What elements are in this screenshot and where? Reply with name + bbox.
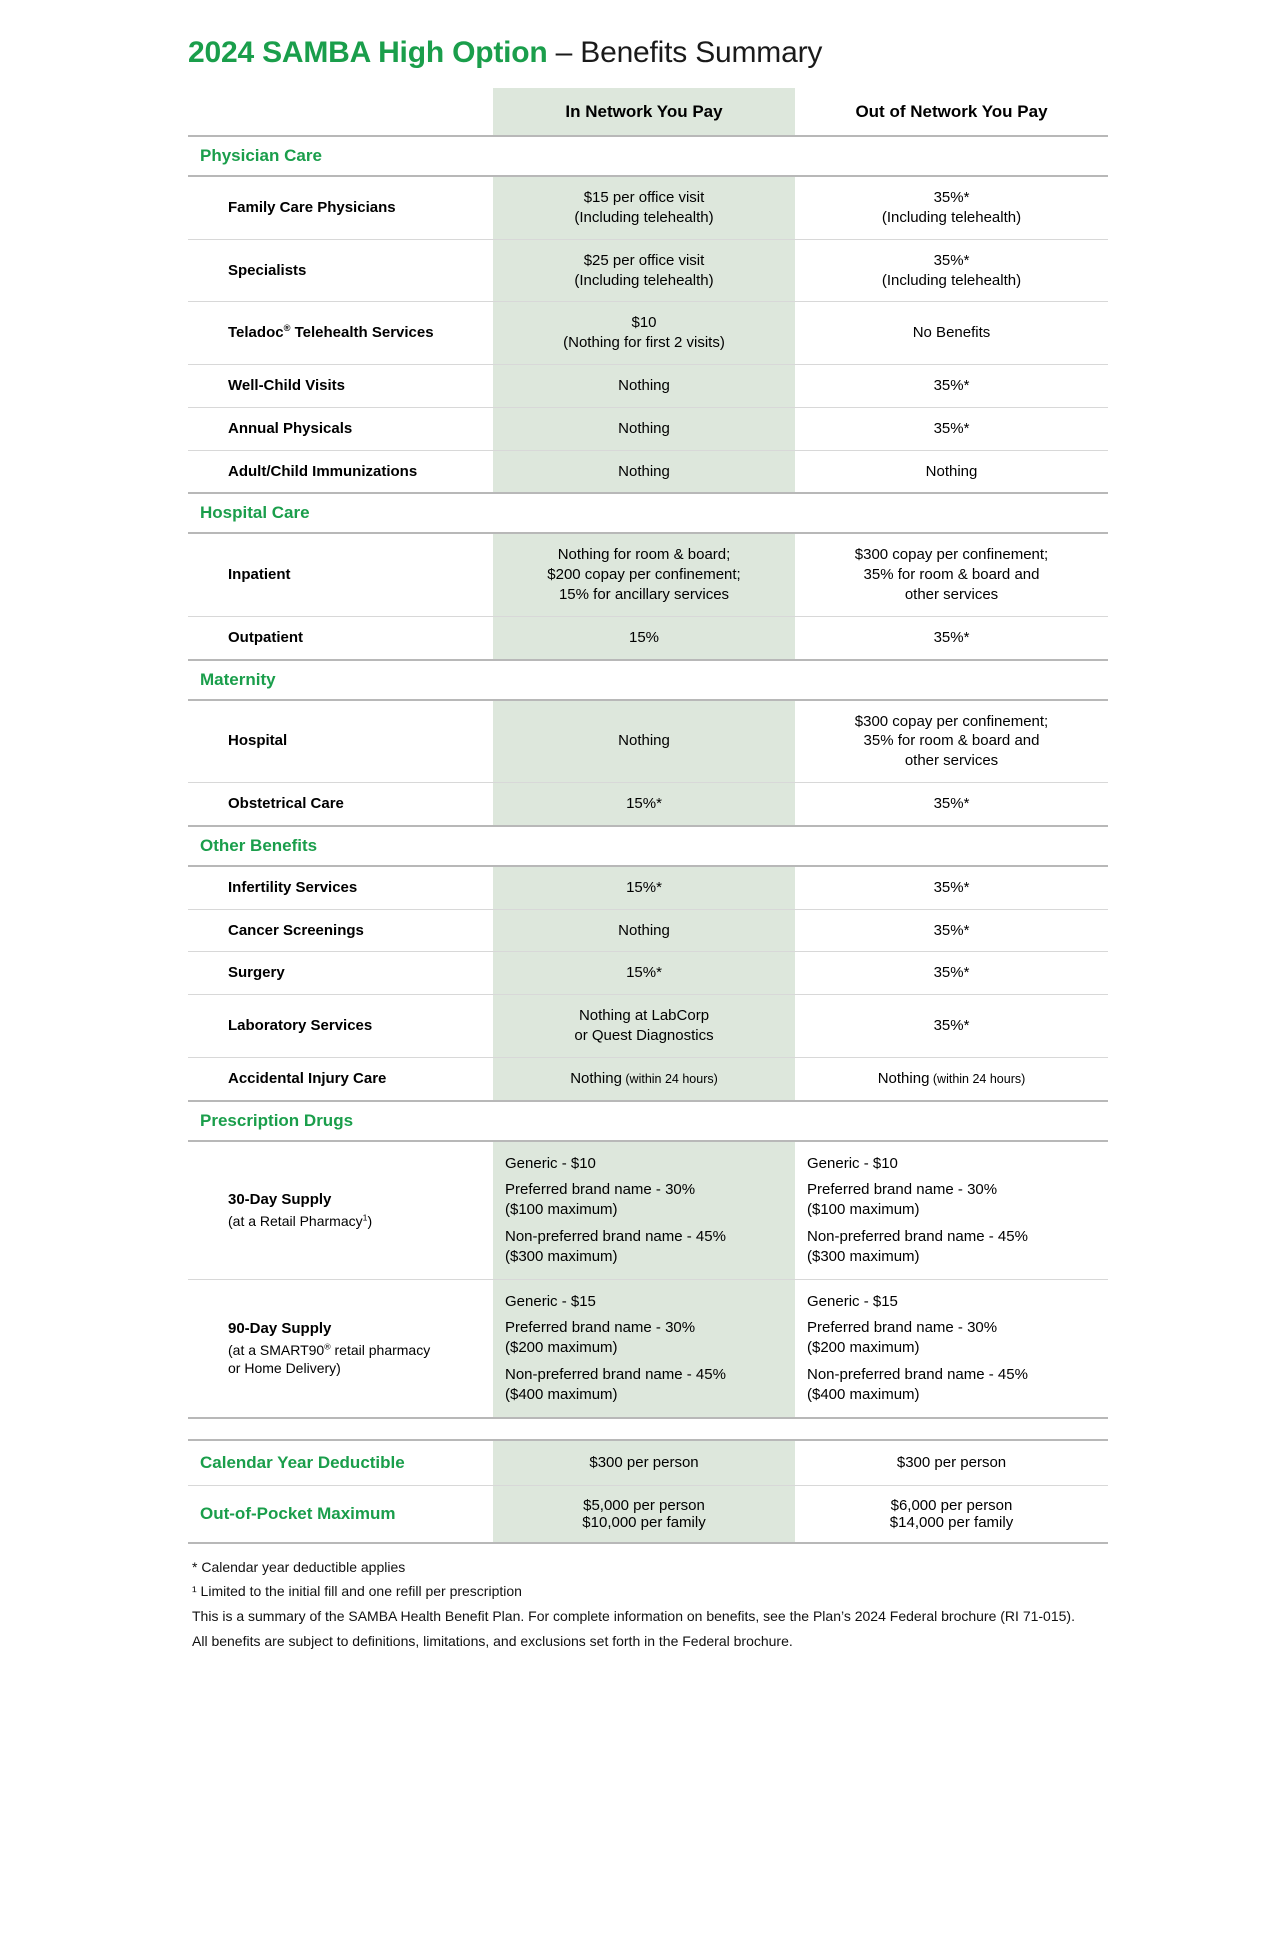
value-line: Preferred brand name - 30% <box>505 1181 696 1199</box>
drug-tier <box>807 1227 1094 1267</box>
value-line: $10,000 per family <box>582 1513 706 1531</box>
drug-tier <box>505 1318 781 1358</box>
value-line: 35%* <box>933 189 970 207</box>
row-value-in-network <box>493 1279 795 1417</box>
value-line: $14,000 per family <box>889 1513 1014 1531</box>
value-line: Nothing <box>618 921 670 939</box>
value-line: $300 copay per confinement; <box>854 712 1049 730</box>
table-row <box>188 533 1108 616</box>
value-line: Nothing <box>925 462 978 480</box>
row-label-text: 90-Day Supply <box>228 1319 332 1337</box>
value-line: Generic - $15 <box>807 1292 898 1310</box>
registered-trademark-icon: ® <box>324 1341 331 1352</box>
row-value-out-network <box>795 239 1108 302</box>
value-line: $300 per person <box>589 1454 699 1472</box>
row-value-out-network <box>795 616 1108 659</box>
table-row <box>188 995 1108 1058</box>
drug-tier <box>505 1365 781 1405</box>
row-value-in-network <box>493 302 795 365</box>
value-line: (Including telehealth) <box>881 271 1022 289</box>
value-line: ($300 maximum) <box>505 1247 618 1265</box>
value-line: $300 copay per confinement; <box>854 546 1049 564</box>
row-value-out-network <box>795 909 1108 952</box>
registered-trademark-icon: ® <box>283 323 291 334</box>
value-line: Nothing <box>618 732 670 750</box>
value-line: Nothing at LabCorp <box>578 1007 710 1025</box>
row-value-in-network <box>493 952 795 995</box>
drug-tier <box>505 1180 781 1220</box>
sublabel-line2: or Home Delivery) <box>228 1359 341 1376</box>
row-value-out-network <box>795 302 1108 365</box>
value-line: Generic - $15 <box>505 1292 596 1310</box>
row-value-in-network <box>493 365 795 408</box>
row-value-in-network <box>493 909 795 952</box>
value-line: 35%* <box>933 878 970 896</box>
value-line: 15%* <box>626 878 662 896</box>
footnote-summary-statement: This is a summary of the SAMBA Health Benefit Plan. For complete information on benefits, see the Plan’s 2024 Federal brochure (RI 71-015). <box>192 1608 1075 1625</box>
header-in-network-line2: You Pay <box>656 102 723 121</box>
value-line: 35% for room & board and <box>863 732 1040 750</box>
value-qualifier: (within 24 hours) <box>929 1071 1026 1086</box>
drug-tier <box>807 1318 1094 1358</box>
drug-tier <box>505 1227 781 1267</box>
page-title-rest: – Benefits Summary <box>547 36 823 69</box>
row-label-text-cont: Telehealth Services <box>290 324 434 342</box>
value-line: (Including telehealth) <box>574 271 714 289</box>
value-line: Preferred brand name - 30% <box>807 1181 998 1199</box>
value-line: 15% for ancillary services <box>558 586 730 604</box>
row-label: Outpatient <box>188 616 493 659</box>
row-value-out-network <box>795 450 1108 493</box>
value-line: 35%* <box>933 921 970 939</box>
row-label-subtext <box>228 1339 485 1377</box>
section-title: Prescription Drugs <box>188 1101 1108 1141</box>
row-label-text: Teladoc <box>228 324 284 342</box>
row-label: Cancer Screenings <box>188 909 493 952</box>
row-value-in-network <box>493 866 795 909</box>
row-value-out-network <box>795 1279 1108 1417</box>
row-value-out-network <box>795 783 1108 826</box>
row-value-in-network <box>493 1485 795 1543</box>
row-value-out-network <box>795 1057 1108 1100</box>
row-value-out-network <box>795 952 1108 995</box>
page-title-brand: 2024 SAMBA High Option <box>188 36 548 69</box>
table-row <box>188 783 1108 826</box>
footnote-asterisk: * Calendar year deductible applies <box>192 1558 406 1575</box>
footnote-marker-icon: 1 <box>362 1212 368 1223</box>
value-line: other services <box>904 586 999 604</box>
value-line: Nothing <box>618 377 670 395</box>
row-label: Out-of-Pocket Maximum <box>188 1485 493 1543</box>
header-blank-cell <box>188 88 493 136</box>
row-value-in-network <box>493 1141 795 1279</box>
footnote-limitations-statement: All benefits are subject to definitions, limitations, and exclusions set forth in the Federal brochure. <box>192 1633 793 1650</box>
header-out-network-line2: You Pay <box>981 102 1048 121</box>
row-label: Laboratory Services <box>188 995 493 1058</box>
row-value-out-network <box>795 533 1108 616</box>
header-in-network <box>493 88 795 136</box>
value-line: 35% for room & board and <box>863 566 1040 584</box>
row-value-out-network <box>795 365 1108 408</box>
value-line: $6,000 per person <box>890 1496 1013 1514</box>
table-row <box>188 909 1108 952</box>
row-label <box>188 1279 493 1417</box>
row-label: Annual Physicals <box>188 407 493 450</box>
sublabel-post: ) <box>367 1212 373 1229</box>
value-line: Nothing <box>618 462 670 480</box>
value-line: Generic - $10 <box>505 1154 596 1172</box>
drug-tier <box>807 1365 1094 1405</box>
row-label <box>188 1141 493 1279</box>
value-line: Preferred brand name - 30% <box>807 1319 998 1337</box>
value-line: 35%* <box>933 628 970 646</box>
row-label-text: 30-Day Supply <box>228 1191 332 1209</box>
drug-tier <box>807 1154 1094 1174</box>
value-line: 35%* <box>933 419 970 437</box>
table-row <box>188 1057 1108 1100</box>
value-line: $25 per office visit <box>583 251 705 269</box>
section-header-prescription-drugs <box>188 1101 1108 1141</box>
value-line: (Nothing for first 2 visits) <box>563 334 725 352</box>
row-value-in-network <box>493 176 795 239</box>
row-value-in-network <box>493 450 795 493</box>
row-label <box>188 302 493 365</box>
row-label: Family Care Physicians <box>188 176 493 239</box>
header-out-network <box>795 88 1108 136</box>
header-out-network-line1: Out of Network <box>855 102 978 121</box>
table-row <box>188 866 1108 909</box>
section-header-hospital-care <box>188 493 1108 533</box>
row-value-out-network <box>795 1485 1108 1543</box>
sublabel-pre: (at a Retail Pharmacy <box>228 1212 363 1229</box>
value-line: ($200 maximum) <box>505 1339 618 1357</box>
header-in-network-line1: In Network <box>565 102 653 121</box>
row-label: Calendar Year Deductible <box>188 1440 493 1486</box>
value-line: ($400 maximum) <box>505 1385 618 1403</box>
value-line: ($300 maximum) <box>807 1247 920 1265</box>
table-row <box>188 700 1108 783</box>
row-value-in-network <box>493 700 795 783</box>
value-line: (Including telehealth) <box>574 209 714 227</box>
section-header-maternity <box>188 660 1108 700</box>
value-line: $300 per person <box>896 1454 1007 1472</box>
footnotes <box>192 1558 1122 1652</box>
value-line: Non-preferred brand name - 45% <box>807 1227 1028 1245</box>
section-title: Physician Care <box>188 136 1108 176</box>
benefits-summary-page <box>130 0 1150 1651</box>
table-row-oop-max <box>188 1485 1108 1543</box>
value-line: $15 per office visit <box>583 189 705 207</box>
value-line: $10 <box>631 314 657 332</box>
table-row <box>188 365 1108 408</box>
row-label: Adult/Child Immunizations <box>188 450 493 493</box>
row-value-in-network <box>493 239 795 302</box>
value-line: No Benefits <box>912 324 991 342</box>
value-line: Non-preferred brand name - 45% <box>505 1365 726 1383</box>
table-header-row <box>188 88 1108 136</box>
row-value-in-network <box>493 1057 795 1100</box>
row-value-out-network <box>795 176 1108 239</box>
value-line: other services <box>904 752 999 770</box>
row-label: Specialists <box>188 239 493 302</box>
row-label: Accidental Injury Care <box>188 1057 493 1100</box>
table-row-deductible <box>188 1440 1108 1486</box>
summary-separator <box>188 1418 1108 1440</box>
value-line: 35%* <box>933 964 970 982</box>
value-main: Nothing <box>570 1069 622 1087</box>
section-title: Hospital Care <box>188 493 1108 533</box>
footnote-one: ¹ Limited to the initial fill and one refill per prescription <box>192 1583 522 1600</box>
value-line: 15%* <box>626 795 662 812</box>
table-row <box>188 1141 1108 1279</box>
table-row <box>188 952 1108 995</box>
row-label: Hospital <box>188 700 493 783</box>
value-line: 35%* <box>933 795 970 812</box>
row-value-out-network <box>795 407 1108 450</box>
drug-tier <box>807 1180 1094 1220</box>
row-value-in-network <box>493 407 795 450</box>
drug-tier <box>505 1292 781 1312</box>
value-line: 35%* <box>933 377 970 395</box>
drug-tier <box>505 1154 781 1174</box>
value-line: Nothing for room & board; <box>557 546 731 564</box>
row-value-out-network <box>795 866 1108 909</box>
row-value-in-network <box>493 533 795 616</box>
value-line: Generic - $10 <box>807 1154 898 1172</box>
value-line: Non-preferred brand name - 45% <box>505 1227 726 1245</box>
row-value-out-network <box>795 1440 1108 1486</box>
row-value-in-network <box>493 1440 795 1486</box>
benefits-table <box>188 88 1108 1544</box>
value-line: 35%* <box>933 1017 970 1035</box>
row-value-out-network <box>795 1141 1108 1279</box>
section-header-other-benefits <box>188 826 1108 866</box>
row-label: Obstetrical Care <box>188 783 493 826</box>
table-row <box>188 302 1108 365</box>
value-line: (Including telehealth) <box>881 209 1022 227</box>
row-label: Surgery <box>188 952 493 995</box>
page-title <box>130 0 1150 88</box>
table-row <box>188 407 1108 450</box>
value-line: Preferred brand name - 30% <box>505 1319 696 1337</box>
value-line: or Quest Diagnostics <box>574 1026 714 1044</box>
value-line: ($200 maximum) <box>807 1339 920 1357</box>
row-value-in-network <box>493 616 795 659</box>
row-value-out-network <box>795 995 1108 1058</box>
section-title: Maternity <box>188 660 1108 700</box>
table-row <box>188 1279 1108 1417</box>
value-line: ($100 maximum) <box>807 1201 920 1219</box>
row-label-subtext <box>228 1210 485 1230</box>
sublabel-pre: (at a SMART90 <box>228 1341 325 1358</box>
row-label: Inpatient <box>188 533 493 616</box>
row-value-in-network <box>493 783 795 826</box>
value-line: ($100 maximum) <box>505 1201 618 1219</box>
row-label: Infertility Services <box>188 866 493 909</box>
table-row <box>188 176 1108 239</box>
table-row <box>188 239 1108 302</box>
value-line: $5,000 per person <box>583 1496 705 1514</box>
table-row <box>188 616 1108 659</box>
drug-tier <box>807 1292 1094 1312</box>
value-line: 35%* <box>933 251 970 269</box>
row-value-out-network <box>795 700 1108 783</box>
table-row <box>188 450 1108 493</box>
row-label: Well-Child Visits <box>188 365 493 408</box>
value-line: 15%* <box>626 964 662 982</box>
row-value-in-network <box>493 995 795 1058</box>
value-line: Nothing <box>618 419 670 437</box>
value-line: ($400 maximum) <box>807 1385 920 1403</box>
value-qualifier: (within 24 hours) <box>621 1071 718 1086</box>
section-title: Other Benefits <box>188 826 1108 866</box>
section-header-physician-care <box>188 136 1108 176</box>
sublabel-post: retail pharmacy <box>330 1341 431 1358</box>
value-main: Nothing <box>877 1069 930 1087</box>
value-line: $200 copay per confinement; <box>547 566 741 584</box>
value-line: Non-preferred brand name - 45% <box>807 1365 1028 1383</box>
value-line: 15% <box>628 628 660 646</box>
